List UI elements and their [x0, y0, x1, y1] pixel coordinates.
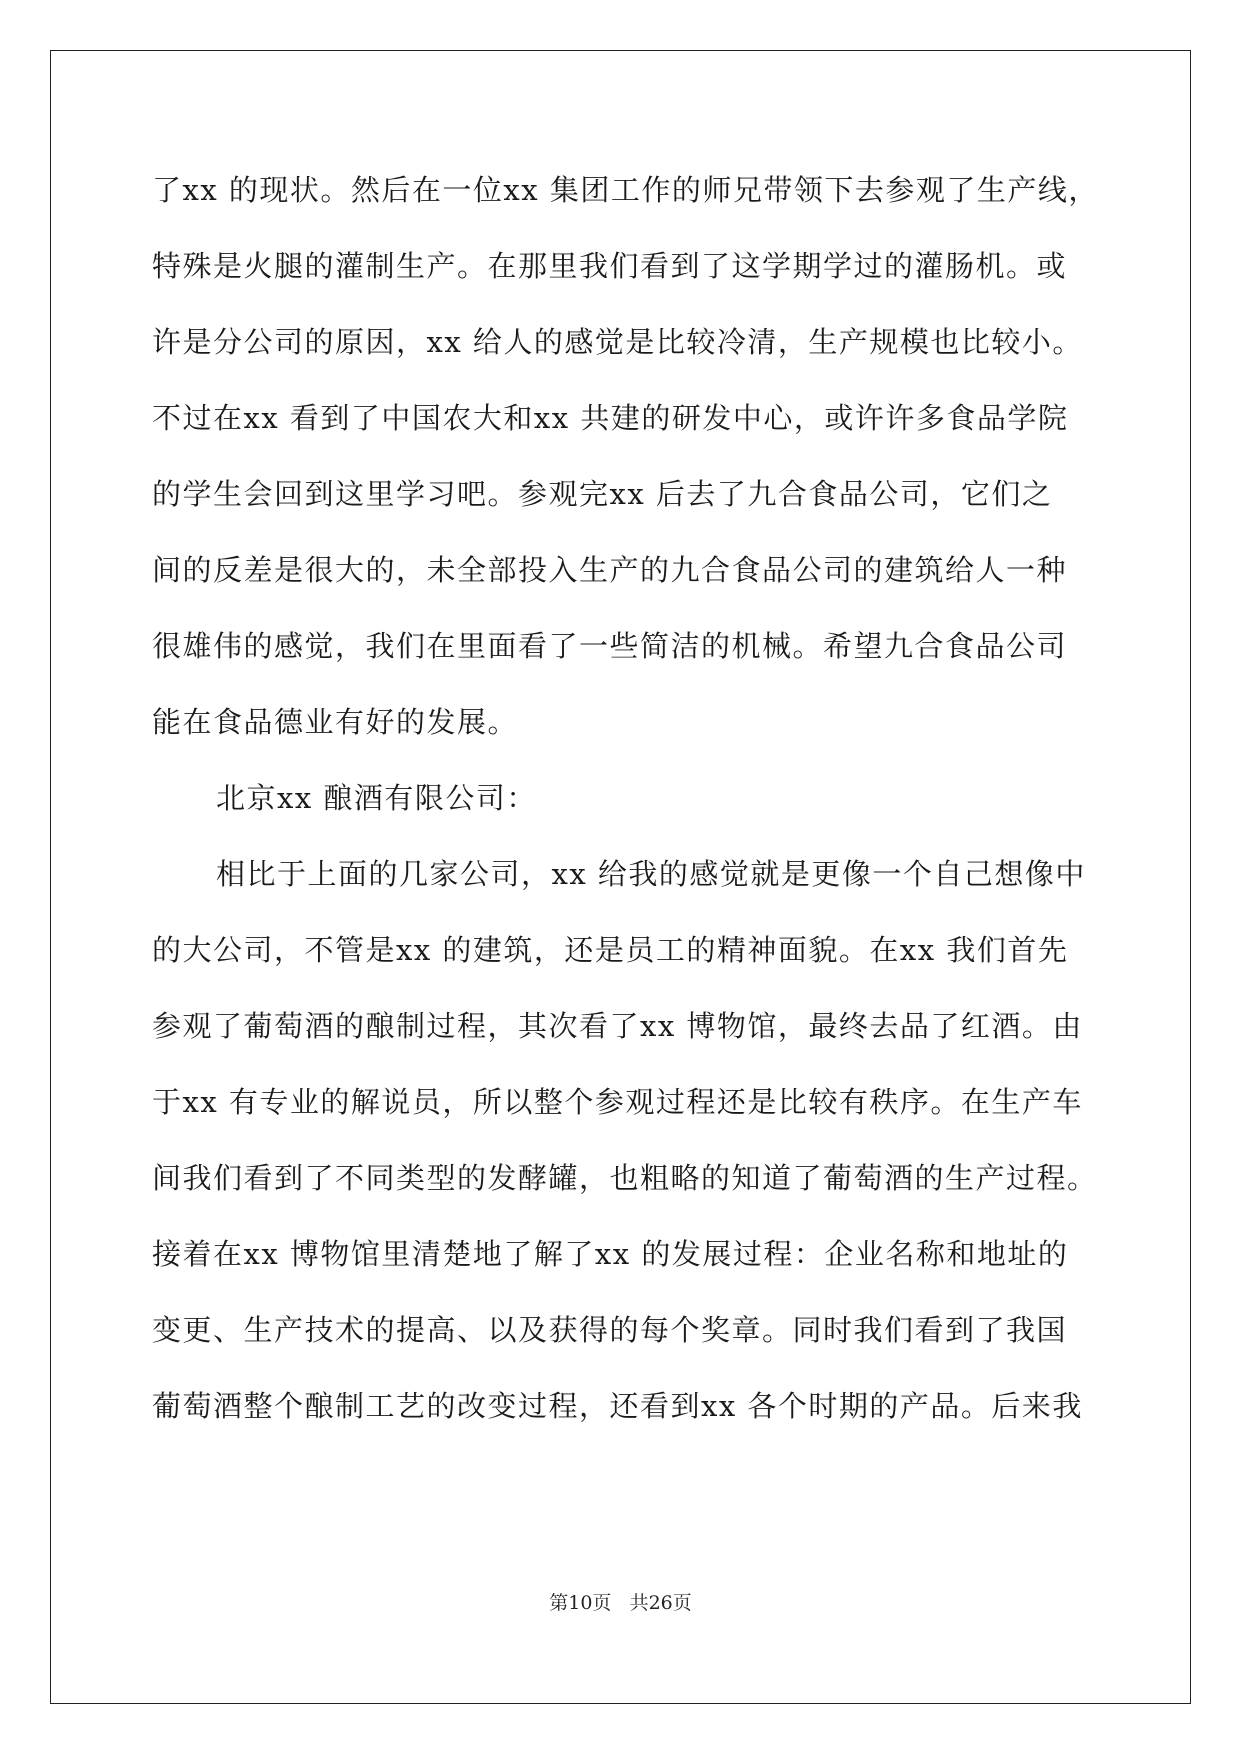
- text-line: 的学生会回到这里学习吧。参观完xx 后去了九合食品公司，它们之: [152, 477, 1053, 511]
- text-line: 接着在xx 博物馆里清楚地了解了xx 的发展过程：企业名称和地址的: [152, 1237, 1069, 1271]
- text-line: 相比于上面的几家公司，xx 给我的感觉就是更像一个自己想像中: [216, 857, 1086, 891]
- text-line: 葡萄酒整个酿制工艺的改变过程，还看到xx 各个时期的产品。后来我: [152, 1389, 1083, 1423]
- text-line: 许是分公司的原因，xx 给人的感觉是比较冷清，生产规模也比较小。: [152, 325, 1083, 359]
- text-line: 特殊是火腿的灌制生产。在那里我们看到了这学期学过的灌肠机。或: [152, 249, 1068, 283]
- section-heading: 北京xx 酿酒有限公司：: [216, 781, 537, 815]
- text-line: 间的反差是很大的，未全部投入生产的九合食品公司的建筑给人一种: [152, 553, 1068, 587]
- text-line: 了xx 的现状。然后在一位xx 集团工作的师兄带领下去参观了生产线，: [152, 173, 1099, 207]
- page-total: 共26页: [629, 1592, 692, 1614]
- text-line: 很雄伟的感觉，我们在里面看了一些简洁的机械。希望九合食品公司: [152, 629, 1068, 663]
- document-body: [152, 160, 1099, 1452]
- text-line: 能在食品德业有好的发展。: [152, 705, 519, 739]
- text-line: 于xx 有专业的解说员，所以整个参观过程还是比较有秩序。在生产车: [152, 1085, 1083, 1119]
- text-line: 不过在xx 看到了中国农大和xx 共建的研发中心，或许许多食品学院: [152, 401, 1069, 435]
- text-line: 变更、生产技术的提高、以及获得的每个奖章。同时我们看到了我国: [152, 1313, 1068, 1347]
- text-line: 参观了葡萄酒的酿制过程，其次看了xx 博物馆，最终去品了红酒。由: [152, 1009, 1083, 1043]
- text-line: 间我们看到了不同类型的发酵罐，也粗略的知道了葡萄酒的生产过程。: [152, 1161, 1098, 1195]
- text-line: 的大公司，不管是xx 的建筑，还是员工的精神面貌。在xx 我们首先: [152, 933, 1069, 967]
- page-number: 第10页: [549, 1592, 612, 1614]
- page-footer: [0, 1588, 1241, 1615]
